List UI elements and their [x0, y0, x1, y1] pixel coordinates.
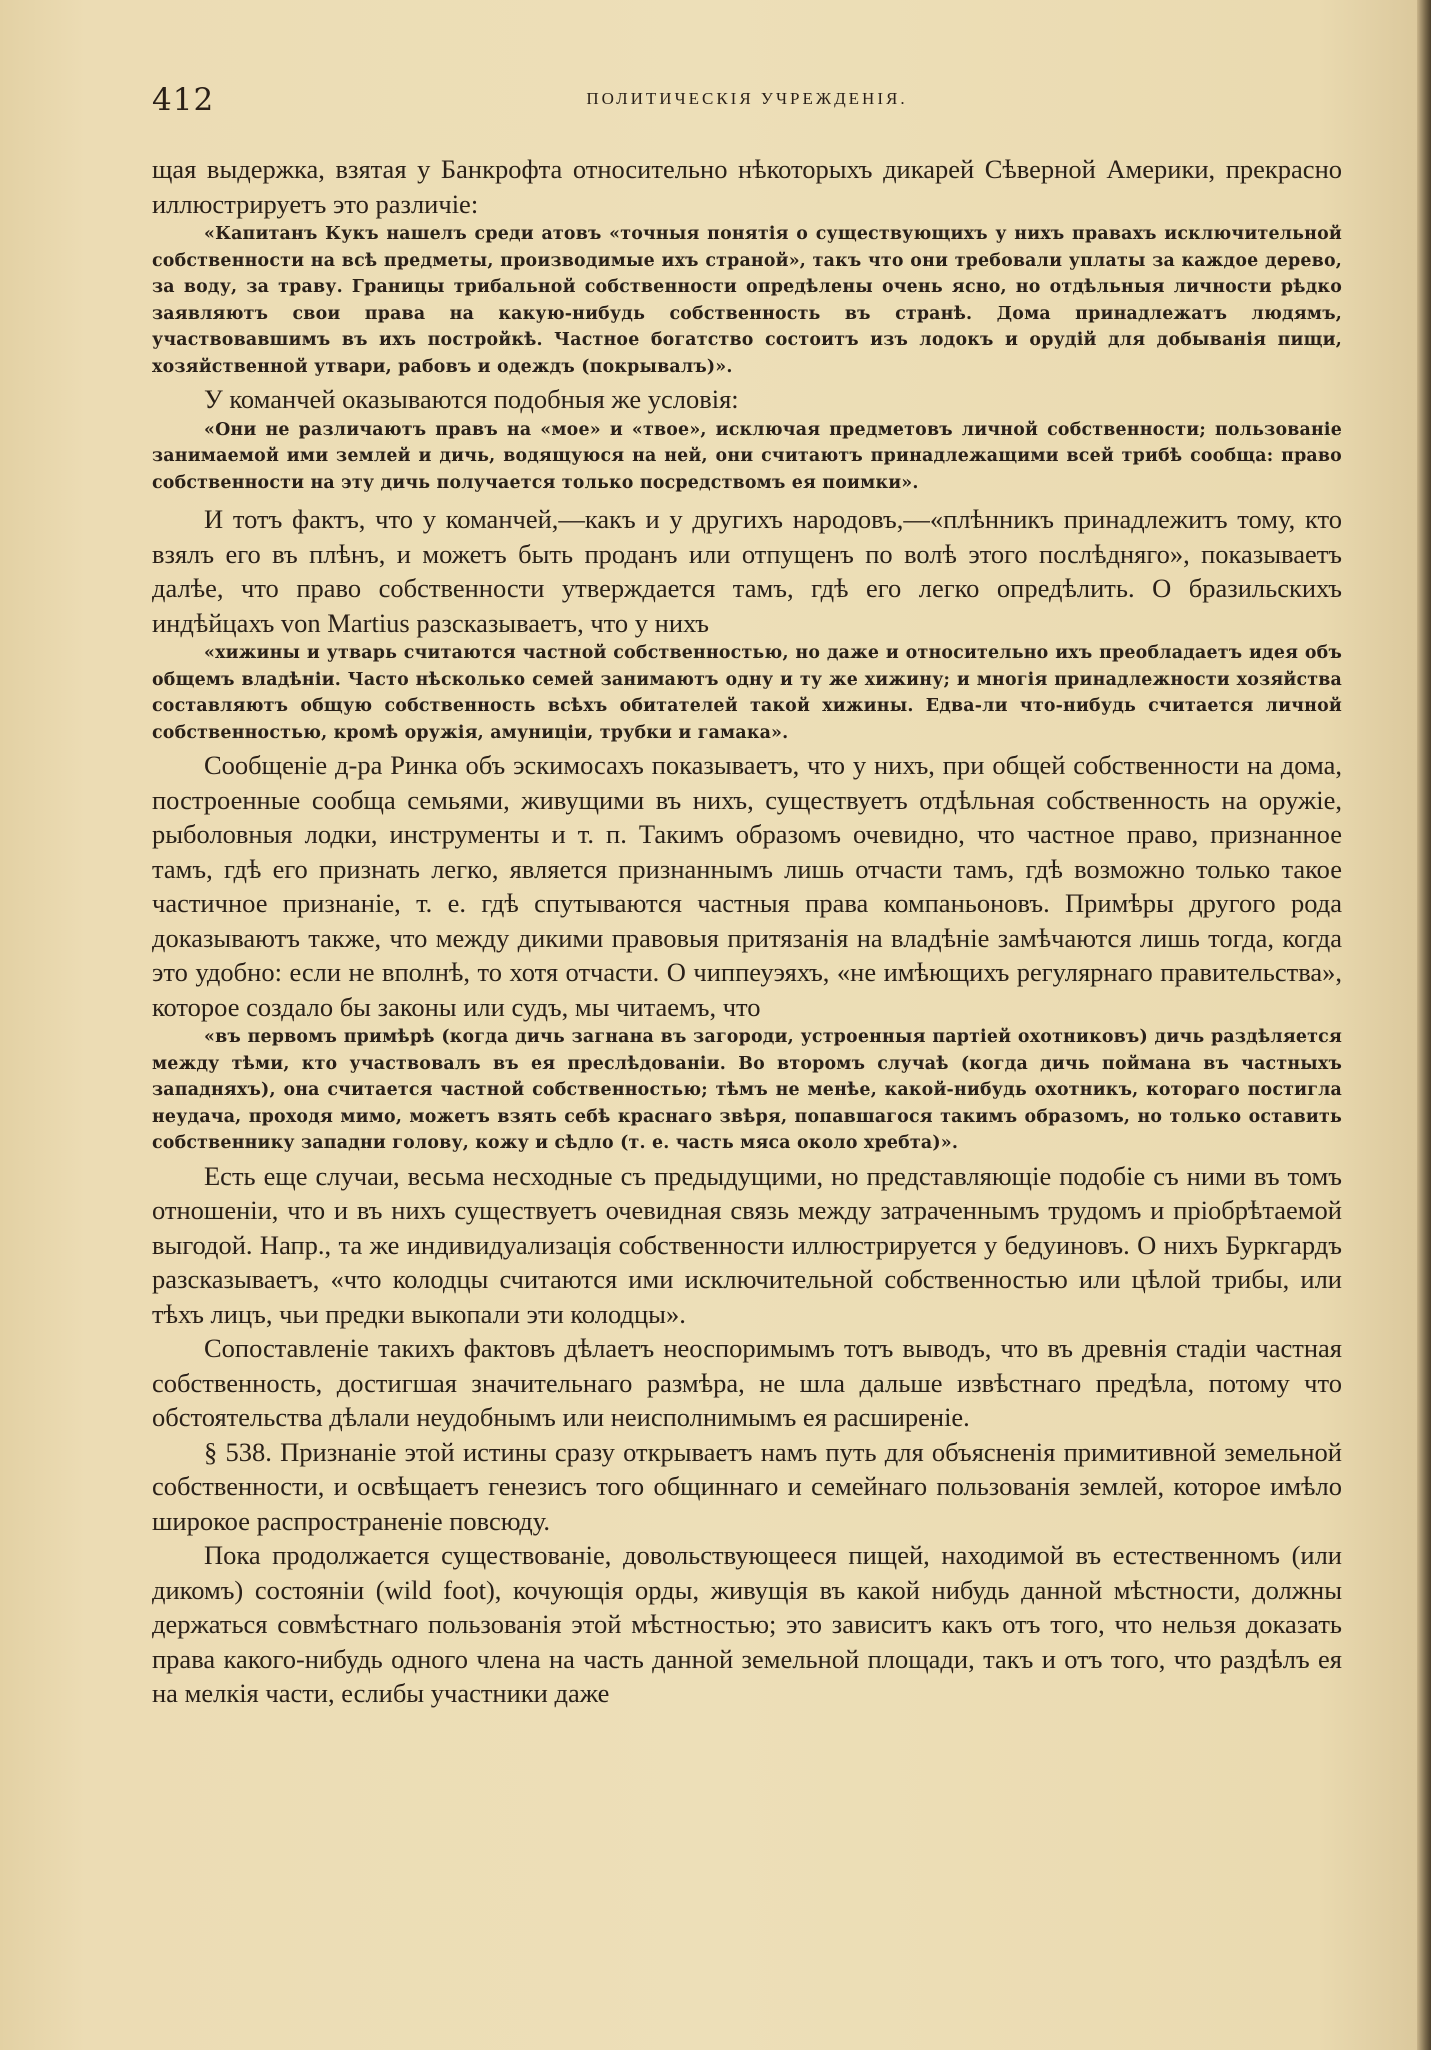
- body-paragraph: щая выдержка, взятая у Банкрофта относительно нѣкоторыхъ дикарей Сѣверной Америки, прекрасно иллюстрируетъ это различіе:: [152, 154, 1342, 219]
- body-paragraph: И тотъ фактъ, что у команчей,—какъ и у другихъ народовъ,—«плѣнникъ принадлежитъ тому, кто взялъ его въ плѣнъ, и можетъ быть проданъ или отпущенъ по волѣ этого послѣдняго», показываетъ далѣе, что право собственности утверждается тамъ, гдѣ его легко опредѣлить. О бразильскихъ индѣйцахъ von Martius разсказываетъ, что у нихъ: [152, 504, 1342, 638]
- body-paragraph: Сопоставленіе такихъ фактовъ дѣлаетъ неоспоримымъ тотъ выводъ, что въ древнія стадіи частная собственность, достигшая значительнаго размѣра, не шла дальше извѣстнаго предѣла, потому что обстоятельства дѣлали неудобнымъ или неисполнимымъ ея расширеніе.: [152, 1333, 1342, 1432]
- page-edge: [1417, 0, 1431, 2050]
- block-quote: «въ первомъ примѣрѣ (когда дичь загнана въ загороди, устроенныя партіей охотниковъ) дичь раздѣляется между тѣми, кто участвовалъ въ ея преслѣдованіи. Во второмъ случаѣ (когда дичь поймана въ частныхъ западняхъ), она считается частной собственностью; тѣмъ не менѣе, какой-нибудь охотникъ, котораго постигла неудача, проходя мимо, можетъ взять себѣ краснаго звѣря, попавшагося такимъ образомъ, но только оставить собственнику западни голову, кожу и сѣдло (т. е. часть мяса около хребта)».: [152, 1027, 1342, 1153]
- page-number: 412: [152, 82, 215, 118]
- page-body: [152, 152, 1342, 1711]
- body-paragraph: У команчей оказываются подобныя же условія:: [204, 384, 739, 414]
- body-paragraph: Пока продолжается существованіе, довольствующееся пищей, находимой въ естественномъ (или дикомъ) состояніи (wild foot), кочующія орды, живущія въ какой нибудь данной мѣстности, должны держаться совмѣстнаго пользованія этой мѣстностью; это зависитъ какъ отъ того, что нельзя доказать права какого-нибудь одного члена на часть данной земельной площади, такъ и отъ того, что раздѣлъ ея на мелкія части, еслибы участники даже: [152, 1540, 1342, 1708]
- block-quote: «Капитанъ Кукъ нашелъ среди атовъ «точныя понятія о существующихъ у нихъ правахъ исключительной собственности на всѣ предметы, производимые ихъ страной», такъ что они требовали уплаты за каждое дерево, за воду, за траву. Границы трибальной собственности опредѣлены очень ясно, но отдѣльныя личности рѣдко заявляютъ свои права на какую-нибудь собственность въ странѣ. Дома принадлежатъ людямъ, участвовавшимъ въ ихъ постройкѣ. Частное богатство состоитъ изъ лодокъ и орудій для добыванія пищи, хозяйственной утвари, рабовъ и одеждъ (покрывалъ)».: [152, 224, 1342, 377]
- running-title: ПОЛИТИЧЕСКІЯ УЧРЕЖДЕНІЯ.: [586, 89, 908, 108]
- block-quote: «хижины и утварь считаются частной собственностью, но даже и относительно ихъ преобладаетъ идея объ общемъ владѣніи. Часто нѣсколько семей занимаютъ одну и ту же хижину; и многія принадлежности хозяйства составляютъ общую собственность всѣхъ обитателей такой хижины. Едва-ли что-нибудь считается личной собственностью, кромѣ оружія, амуниціи, трубки и гамака».: [152, 643, 1342, 743]
- body-paragraph: Есть еще случаи, весьма несходные съ предыдущими, но представляющіе подобіе съ ними въ томъ отношеніи, что и въ нихъ существуетъ очевидная связь между затраченнымъ трудомъ и пріобрѣтаемой выгодой. Напр., та же индивидуализація собственности иллюстрируется у бедуиновъ. О нихъ Буркгардъ разсказываетъ, «что колодцы считаются ими исключительной собственностью или цѣлой трибы, или тѣхъ лицъ, чьи предки выкопали эти колодцы».: [152, 1160, 1342, 1329]
- section-paragraph: § 538. Признаніе этой истины сразу открываетъ намъ путь для объясненія примитивной земельной собственности, и освѣщаетъ генезисъ того общиннаго и семейнаго пользованія землей, которое имѣло широкое распространеніе повсюду.: [152, 1436, 1342, 1536]
- block-quote: «Они не различаютъ правъ на «мое» и «твое», исключая предметовъ личной собственности; пользованіе занимаемой ими землей и дичь, водящуюся на ней, они считаютъ принадлежащими всей трибѣ сообща: право собственности на эту дичь получается только посредствомъ ея поимки».: [152, 419, 1342, 493]
- body-paragraph: Сообщеніе д-ра Ринка объ эскимосахъ показываетъ, что у нихъ, при общей собственности на дома, построенные сообща семьями, живущими въ нихъ, существуетъ отдѣльная собственность на оружіе, рыболовныя лодки, инструменты и т. п. Такимъ образомъ очевидно, что частное право, признанное тамъ, гдѣ его признать легко, является признаннымъ лишь отчасти тамъ, гдѣ возможно только такое частичное признаніе, т. е. гдѣ спутываются частныя права компаньоновъ. Примѣры другого рода доказываютъ также, что между дикими правовыя притязанія на владѣніе замѣчаются лишь тогда, когда это удобно: если не вполнѣ, то хотя отчасти. О чиппеуэяхъ, «не имѣющихъ регулярнаго правительства», которое создало бы законы или судъ, мы читаемъ, что: [152, 750, 1342, 1022]
- page-header: [152, 82, 1342, 122]
